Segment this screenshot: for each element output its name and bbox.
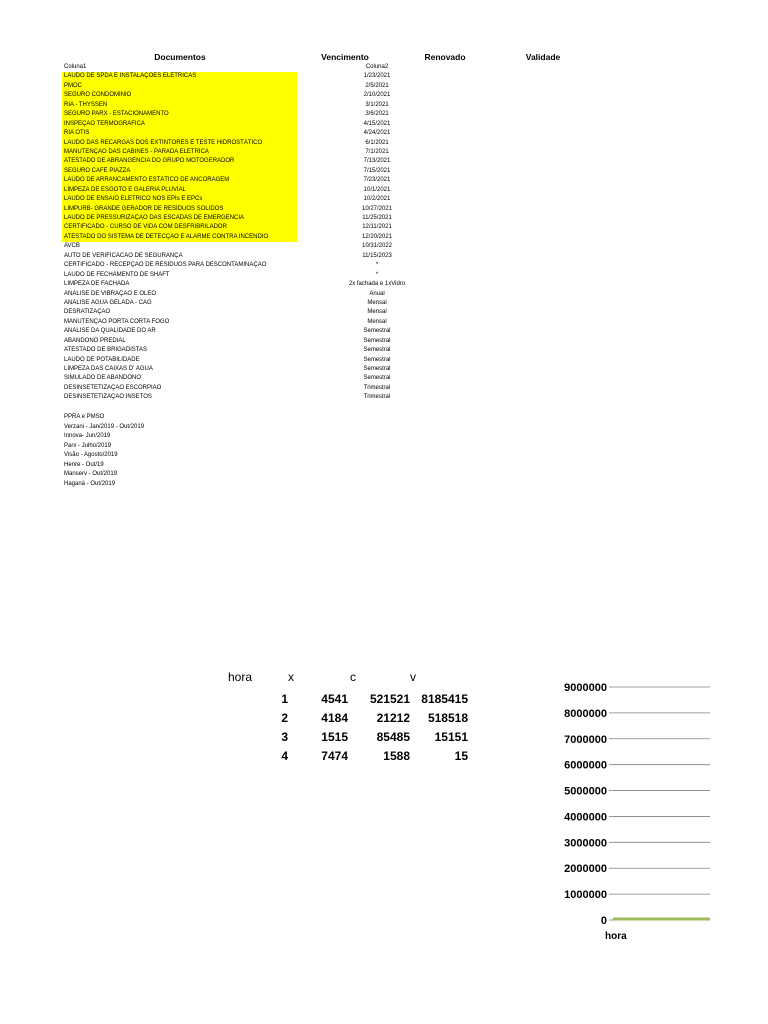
document-cell[interactable]: LAUDO DE ENSAIO ELÉTRICO NOS EPIs E EPCs <box>62 195 297 204</box>
table-row <box>62 148 402 157</box>
document-cell[interactable]: SIMULADO DE ABANDONO <box>64 375 142 382</box>
document-cell[interactable]: LIMPEZA DE FACHADA <box>64 281 130 288</box>
mini-table-cell: 1515 <box>321 730 348 744</box>
vencimento-cell[interactable]: 10/2/2021 <box>363 196 391 203</box>
vencimento-cell[interactable]: 4/24/2021 <box>363 130 391 137</box>
vencimento-cell[interactable]: Semestral <box>363 347 391 354</box>
y-tick-label: 7000000 <box>564 733 607 746</box>
document-cell[interactable]: INSPEÇÃO TERMOGRÁFICA <box>62 120 297 129</box>
table-row <box>62 346 402 355</box>
vencimento-cell[interactable]: 11/15/2023 <box>362 252 392 259</box>
document-cell[interactable]: SEGURO PARX - ESTACIONAMENTO <box>62 110 297 119</box>
mini-table-cell: 21212 <box>376 711 410 725</box>
mini-table-cell: 4184 <box>321 711 348 725</box>
table-row <box>62 205 402 214</box>
documents-table <box>62 63 406 403</box>
document-cell[interactable]: RIA - THYSSEN <box>62 101 297 110</box>
table-row <box>62 271 402 280</box>
table-row <box>62 327 402 336</box>
vencimento-cell[interactable]: 7/1/2021 <box>365 148 389 155</box>
document-cell[interactable]: LIMPEZA DE ESGOTO E GALERIA PLUVIAL <box>62 186 297 195</box>
header-validade: Validade <box>525 52 561 62</box>
header-vencimento: Vencimento <box>321 52 369 62</box>
mini-table-cell: 521521 <box>369 692 410 706</box>
document-cell[interactable]: LIMPURB- GRANDE GERADOR DE RESÍDUOS SÓLIDOS <box>62 205 297 214</box>
document-cell[interactable]: LAUDO DE POTABILIDADE <box>64 356 140 363</box>
vencimento-cell[interactable]: 3/6/2021 <box>365 111 389 118</box>
header-renovado: Renovado <box>424 52 466 62</box>
document-cell[interactable]: AUTO DE VERIFICACAO DE SEGURANÇA <box>64 252 183 259</box>
document-cell[interactable]: LIMPEZA DAS CAIXAS D' ÁGUA <box>64 366 153 372</box>
table-row <box>62 290 402 299</box>
y-tick-label: 4000000 <box>564 811 607 824</box>
note-line: Parx - Julho/2019 <box>64 442 112 449</box>
document-cell[interactable]: DESINSETETIZAÇÃO ESCORPIÃO <box>64 384 162 391</box>
document-cell[interactable]: LAUDO DAS RECARGAS DOS EXTINTORES E TESTE HIDROSTÁTICO <box>62 139 297 148</box>
vencimento-cell[interactable]: Semestral <box>363 328 391 335</box>
table-row <box>62 110 402 119</box>
vencimento-cell[interactable]: 7/15/2021 <box>363 167 391 174</box>
table-row <box>62 167 402 176</box>
vencimento-cell[interactable]: Semestral <box>363 337 391 344</box>
mini-table-cell: 518518 <box>427 711 468 725</box>
document-cell[interactable]: Coluna1 <box>64 64 87 70</box>
vencimento-cell[interactable]: 10/27/2021 <box>361 205 393 212</box>
mini-table-cell: 85485 <box>376 730 410 744</box>
table-row <box>62 214 402 223</box>
y-tick-label: 6000000 <box>564 759 607 772</box>
table-row <box>62 308 402 317</box>
vencimento-cell[interactable]: 11/25/2021 <box>362 215 392 221</box>
header-documentos: Documentos <box>154 52 206 62</box>
document-cell[interactable]: MANUTENÇÃO PORTA CORTA FOGO <box>64 318 170 325</box>
vencimento-cell[interactable]: 3/1/2021 <box>365 101 389 108</box>
x-axis-label: hora <box>605 931 627 942</box>
mini-table-cell: 7474 <box>321 749 348 763</box>
document-cell[interactable]: SEGURO CONDOMÍNIO <box>62 91 297 100</box>
table-row <box>62 91 402 100</box>
vencimento-cell[interactable]: * <box>375 262 379 269</box>
y-tick-label: 2000000 <box>564 863 607 876</box>
vencimento-cell[interactable]: 1/23/2021 <box>363 73 391 80</box>
document-cell[interactable]: RIA OTIS <box>62 129 297 138</box>
vencimento-cell[interactable]: 12/11/2021 <box>362 224 392 231</box>
table-row <box>62 223 402 232</box>
vencimento-cell[interactable]: Trimestral <box>363 394 391 401</box>
mini-table-cell: 15 <box>454 749 468 763</box>
y-tick-label: 1000000 <box>564 889 607 902</box>
notes-list <box>64 413 144 489</box>
document-cell[interactable]: LAUDO DE PRESSURIZAÇÃO DAS ESCADAS DE EMERGÊNCIA <box>62 214 297 223</box>
y-tick-label: 0 <box>600 915 607 927</box>
mini-table-header: hora <box>228 670 253 684</box>
vencimento-cell[interactable]: * <box>375 271 379 278</box>
mini-table-cell: 1 <box>281 692 288 706</box>
vencimento-cell[interactable]: 12/20/2021 <box>361 233 393 240</box>
document-cell[interactable]: MANUTENÇÃO DAS CABINES - PARADA ELÉTRICA <box>62 148 297 157</box>
table-row <box>62 299 402 308</box>
mini-table-cell: 4541 <box>321 692 348 706</box>
document-cell[interactable]: ANÁLISE ÁGUA GELADA - CAG <box>64 299 152 306</box>
table-row <box>62 195 402 204</box>
vencimento-cell[interactable]: Semestral <box>363 356 391 363</box>
table-row <box>62 318 402 327</box>
y-tick-label: 5000000 <box>564 785 607 798</box>
vencimento-cell[interactable]: 4/15/2021 <box>363 120 391 127</box>
table-row <box>62 374 402 383</box>
mini-table-header: v <box>410 670 416 684</box>
document-cell[interactable]: ANÁLISE DA QUALIDADE DO AR <box>64 328 156 335</box>
y-tick-label: 8000000 <box>564 707 607 720</box>
table-row <box>62 242 402 251</box>
vencimento-cell[interactable]: Mensal <box>367 318 387 325</box>
vencimento-cell[interactable]: 10/31/2022 <box>361 243 393 250</box>
table-row <box>62 365 402 374</box>
vencimento-cell[interactable]: Mensal <box>367 299 387 306</box>
table-row <box>62 186 402 195</box>
vencimento-cell[interactable]: Semestral <box>363 366 391 372</box>
mini-table-cell: 1588 <box>383 749 410 763</box>
table-row <box>62 129 402 138</box>
table-row <box>62 356 402 365</box>
mini-table-cell: 15151 <box>434 730 468 744</box>
document-cell[interactable]: ANÁLISE DE VIBRAÇÃO E ÓLEO <box>64 290 157 297</box>
document-cell[interactable]: LAUDO DE SPDA E INSTALAÇÕES ELÉTRICAS <box>62 72 297 81</box>
note-line: Manserv - Out/2019 <box>64 471 118 477</box>
table-row <box>62 233 402 242</box>
document-cell[interactable]: ATESTADO DO SISTEMA DE DETECÇÃO E ALARME CONTRA INCÊNDIO <box>62 233 297 242</box>
document-cell[interactable]: ATESTADO DE ABRANGÊNCIA DO GRUPO MOTOGERADOR <box>62 157 297 166</box>
note-line: PPRA e PMSO <box>64 414 105 420</box>
y-tick-label: 3000000 <box>564 837 607 850</box>
note-line: Henre - Out/19 <box>64 461 104 468</box>
document-cell[interactable]: SEGURO CAFÉ PIAZZA <box>62 167 297 176</box>
y-tick-label: 9000000 <box>564 682 607 694</box>
note-line: Visão - Agosto/2019 <box>64 452 118 458</box>
table-row <box>62 261 402 270</box>
vencimento-cell[interactable]: Mensal <box>367 309 387 316</box>
table-row <box>62 252 402 261</box>
mini-table-header: c <box>350 670 356 684</box>
mini-table-cell: 4 <box>281 749 288 763</box>
table-row <box>62 72 402 81</box>
table-row <box>62 176 402 185</box>
vencimento-cell[interactable]: 10/1/2021 <box>363 186 391 193</box>
document-cell[interactable]: PMOC <box>62 82 297 91</box>
note-line: Verzani - Jan/2019 - Out/2019 <box>64 423 145 430</box>
table-row <box>62 393 402 402</box>
table-row <box>62 280 406 289</box>
document-cell[interactable]: AVCB <box>64 243 80 250</box>
mini-table-cell: 3 <box>281 730 288 744</box>
note-line: Haganá - Out/2019 <box>64 480 116 487</box>
document-cell[interactable]: ATESTADO DE BRIGADISTAS <box>64 347 148 354</box>
document-cell[interactable]: LAUDO DE FECHAMENTO DE SHAFT <box>64 271 170 278</box>
table-row <box>62 101 402 110</box>
document-cell[interactable]: ABANDONO PREDIAL <box>64 337 126 344</box>
vencimento-cell[interactable]: 7/23/2021 <box>363 177 391 184</box>
mini-table-cell: 8185415 <box>421 692 468 706</box>
note-line: Innova- Jun/2019 <box>64 433 111 439</box>
vencimento-cell[interactable]: Trimestral <box>363 384 391 391</box>
table-row <box>62 63 402 72</box>
vencimento-cell[interactable]: 2/5/2021 <box>365 82 389 89</box>
vencimento-cell[interactable]: Semestral <box>363 375 391 382</box>
document-cell[interactable]: DESINSETETIZAÇÃO INSETOS <box>64 394 152 401</box>
vencimento-cell[interactable]: 2/10/2021 <box>363 92 391 99</box>
mini-table-header: x <box>288 670 294 684</box>
document-cell[interactable]: CERTIFICADO - CURSO DE VIDA COM DESFRIBRILADOR <box>62 223 297 232</box>
vencimento-cell[interactable]: Anual <box>369 290 385 297</box>
table-row <box>62 157 402 166</box>
document-cell[interactable]: LAUDO DE ARRANCAMENTO ESTÁTICO DE ANCORAGEM <box>62 176 297 185</box>
vencimento-cell[interactable]: 6/1/2021 <box>365 139 389 146</box>
table-row <box>62 120 402 129</box>
document-cell[interactable]: DESRATIZAÇÃO <box>64 309 111 316</box>
table-row <box>62 139 402 148</box>
line-chart <box>545 672 720 942</box>
vencimento-cell[interactable]: 2x fachada e 1xVidro <box>348 281 406 288</box>
table-row <box>62 337 402 346</box>
vencimento-cell[interactable]: 7/13/2021 <box>363 158 391 165</box>
vencimento-cell[interactable]: Coluna2 <box>365 64 389 70</box>
document-cell[interactable]: CERTIFICADO - RECEPÇÃO DE RESÍDUOS PARA DESCONTAMINAÇÃO <box>64 262 267 269</box>
table-row <box>62 384 402 393</box>
mini-table-cell: 2 <box>281 711 288 725</box>
table-row <box>62 82 402 91</box>
